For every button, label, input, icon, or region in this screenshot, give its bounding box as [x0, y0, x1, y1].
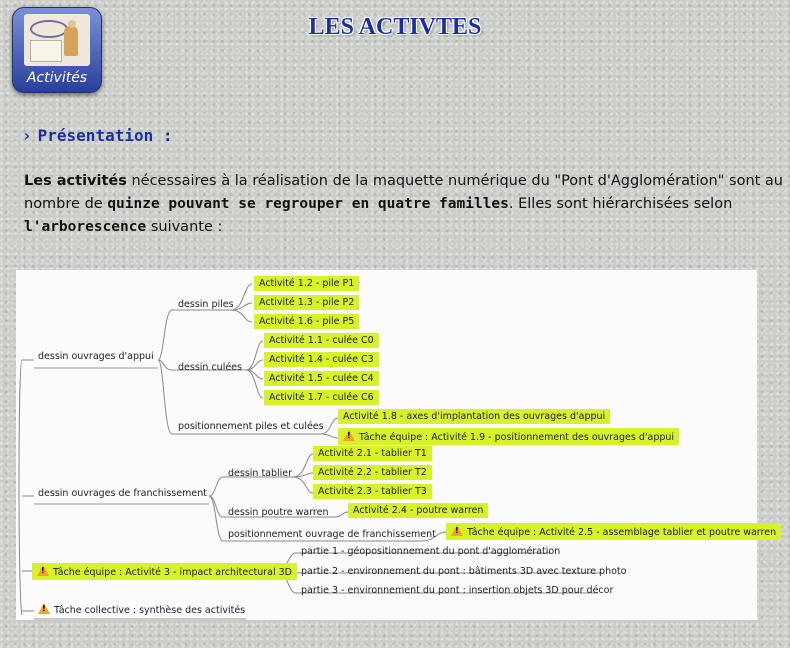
page-title: LES ACTIVTES	[308, 14, 482, 40]
leaf-partie-1: partie 1 - géopositionnement du pont d'agglomération	[301, 546, 561, 557]
section-heading	[22, 126, 173, 145]
intro-text-1: nécessaires à la réalisation de la maquette numérique du "Pont d'Agglomération" sont au nombre de	[24, 173, 783, 212]
node-dessin-poutre-warren: dessin poutre warren	[228, 507, 329, 518]
leaf-activite-2-5: ! Tâche équipe : Activité 2.5 - assemblage tablier et poutre warren	[446, 523, 781, 540]
leaf-activite-2-2: Activité 2.2 - tablier T2	[313, 465, 432, 480]
node-activite-3: !Tâche équipe : Activité 3 - impact architectural 3D	[32, 563, 297, 580]
leaf-activite-2-1: Activité 2.1 - tablier T1	[313, 446, 432, 461]
leaf-activite-1-6: Activité 1.6 - pile P5	[254, 314, 359, 329]
leaf-activite-1-3: Activité 1.3 - pile P2	[254, 295, 359, 310]
intro-bold-1: Les activités	[24, 173, 127, 189]
intro-bold-2: quinze pouvant se regrouper en quatre familles	[107, 196, 509, 212]
intro-text-3: suivante :	[146, 219, 223, 235]
leaf-activite-1-2: Activité 1.2 - pile P1	[254, 276, 359, 291]
leaf-activite-1-5: Activité 1.5 - culée C4	[264, 371, 379, 386]
leaf-partie-3: partie 3 - environnement du pont : insertion objets 3D pour décor	[301, 585, 614, 596]
node-positionnement-piles-culees: positionnement piles et culées	[178, 421, 324, 432]
intro-text-2: . Elles sont hiérarchisées selon	[508, 196, 733, 212]
leaf-activite-1-8: Activité 1.8 - axes d'implantation des ouvrages d'appui	[338, 409, 610, 424]
node-dessin-ouvrages-franchissement: dessin ouvrages de franchissement	[38, 488, 207, 499]
warning-icon	[38, 603, 50, 614]
node-dessin-ouvrages-appui: dessin ouvrages d'appui	[38, 351, 154, 362]
node-dessin-piles: dessin piles	[178, 299, 234, 310]
node-dessin-culees: dessin culées	[178, 362, 242, 373]
activity-mindmap	[16, 270, 777, 620]
chevron-right-icon: ›	[22, 126, 32, 145]
node-dessin-tablier: dessin tablier	[228, 468, 293, 479]
warning-icon	[451, 525, 463, 536]
leaf-activite-1-1: Activité 1.1 - culée C0	[264, 333, 379, 348]
leaf-activite-2-3: Activité 2.3 - tablier T3	[313, 484, 432, 499]
intro-bold-3: l'arborescence	[24, 219, 147, 235]
leaf-activite-1-7: Activité 1.7 - culée C6	[264, 390, 379, 405]
leaf-partie-2: partie 2 - environnement du pont : bâtiments 3D avec texture photo	[301, 566, 627, 577]
leaf-activite-2-4: Activité 2.4 - poutre warren	[348, 503, 488, 518]
intro-paragraph	[24, 170, 784, 239]
section-title: Présentation :	[37, 126, 173, 145]
node-positionnement-ouvrage-franchissement: positionnement ouvrage de franchissement	[228, 529, 436, 540]
warning-icon	[343, 430, 355, 441]
leaf-activite-1-4: Activité 1.4 - culée C3	[264, 352, 379, 367]
node-tache-collective: !Tâche collective : synthèse des activités	[38, 603, 245, 616]
logo-label: Activités	[26, 70, 88, 86]
leaf-activite-1-9: !Tâche équipe : Activité 1.9 - positionnement des ouvrages d'appui	[338, 428, 679, 445]
warning-icon	[37, 565, 49, 576]
